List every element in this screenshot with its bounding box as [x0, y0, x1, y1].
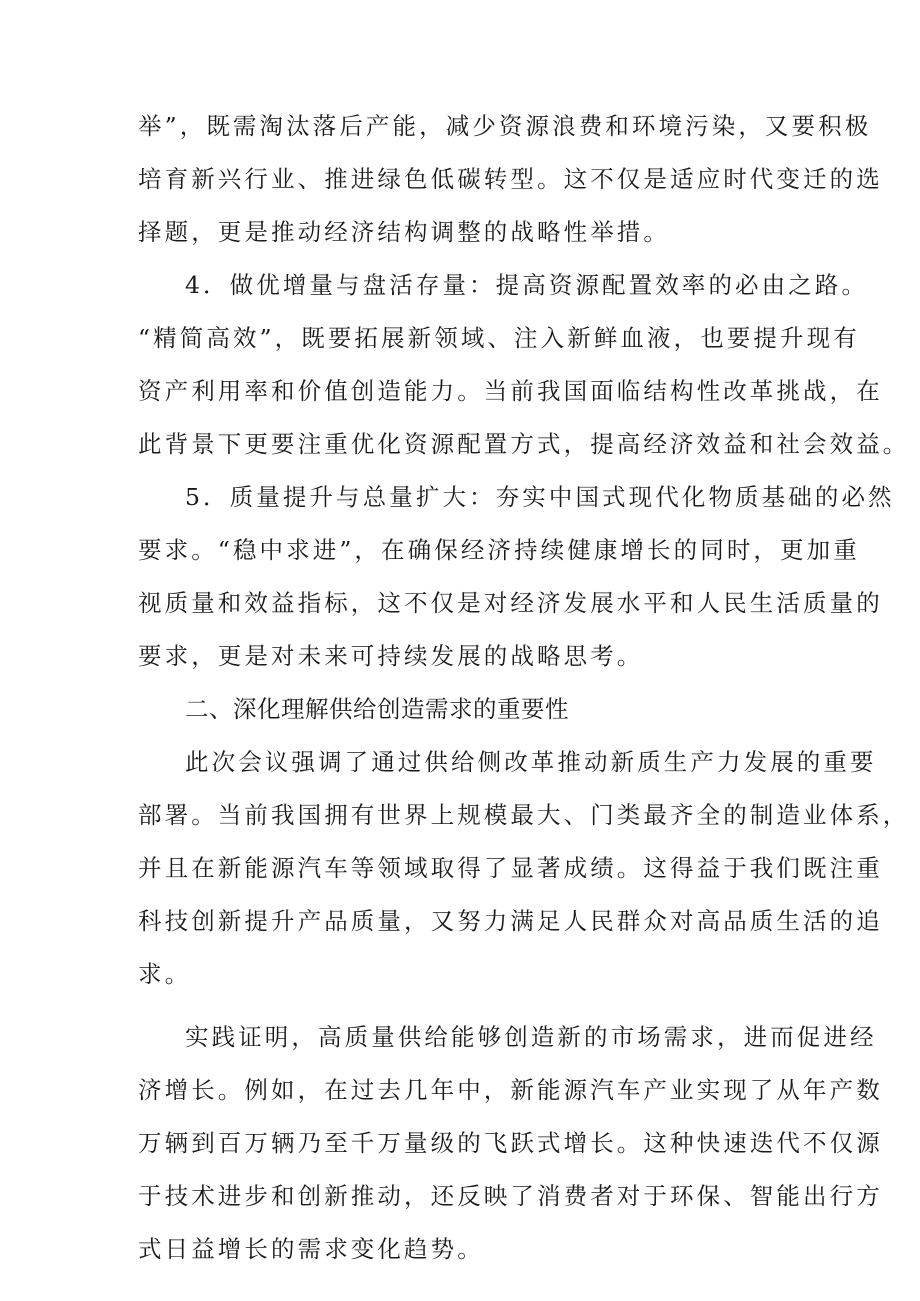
text-line: 资产利用率和价值创造能力。当前我国面临结构性改革挑战，在 — [138, 377, 883, 405]
text-line: 求。 — [138, 960, 192, 988]
paragraph-spacer — [138, 1001, 798, 1011]
text-line: “精简高效”，既要拓展新领域、注入新鲜血液，也要提升现有 — [138, 324, 860, 352]
paragraph-item-4 — [138, 259, 910, 471]
text-line: 科技创新提升产品质量，又努力满足人民群众对高品质生活的追 — [138, 907, 883, 935]
text-line: 视质量和效益指标，这不仅是对经济发展水平和人民生活质量的 — [138, 589, 883, 617]
text-line: 举”，既需淘汰落后产能，减少资源浪费和环境污染，又要积极 — [138, 112, 872, 140]
text-line: 万辆到百万辆乃至千万量级的飞跃式增长。这种快速迭代不仅源 — [138, 1129, 883, 1157]
item-5-lead-line: 5．质量提升与总量扩大：夯实中国式现代化物质基础的必然 — [185, 483, 895, 511]
text-line: 培育新兴行业、推进绿色低碳转型。这不仅是适应时代变迁的选 — [138, 165, 883, 193]
paragraph-section2-a — [138, 736, 910, 1001]
text-line: 于技术进步和创新推动，还反映了消费者对于环保、智能出行方 — [138, 1182, 883, 1210]
document-page — [138, 100, 910, 1276]
text-line: 此背景下更要注重优化资源配置方式，提高经济效益和社会效益。 — [138, 430, 910, 458]
paragraph-section2-b — [138, 1011, 883, 1276]
section-heading: 二、深化理解供给创造需求的重要性 — [185, 695, 569, 723]
text-line: 并且在新能源汽车等领域取得了显著成绩。这得益于我们既注重 — [138, 854, 883, 882]
text-line: 济增长。例如，在过去几年中，新能源汽车产业实现了从年产数 — [138, 1076, 883, 1104]
text-line: 要求，更是对未来可持续发展的战略思考。 — [138, 642, 644, 670]
text-line: 择题，更是推动经济结构调整的战略性举措。 — [138, 218, 670, 246]
text-line: 部署。当前我国拥有世界上规模最大、门类最齐全的制造业体系， — [138, 801, 910, 829]
item-4-lead-line: 4．做优增量与盘活存量：提高资源配置效率的必由之路。 — [185, 271, 869, 299]
text-line: 实践证明，高质量供给能够创造新的市场需求，进而促进经 — [185, 1023, 877, 1051]
text-line: 此次会议强调了通过供给侧改革推动新质生产力发展的重要 — [185, 748, 877, 776]
paragraph-item-5 — [138, 471, 895, 683]
text-line: 要求。“稳中求进”，在确保经济持续健康增长的同时，更加重 — [138, 536, 860, 564]
text-line: 式日益增长的需求变化趋势。 — [138, 1235, 484, 1263]
paragraph-intro-tail — [138, 100, 883, 259]
